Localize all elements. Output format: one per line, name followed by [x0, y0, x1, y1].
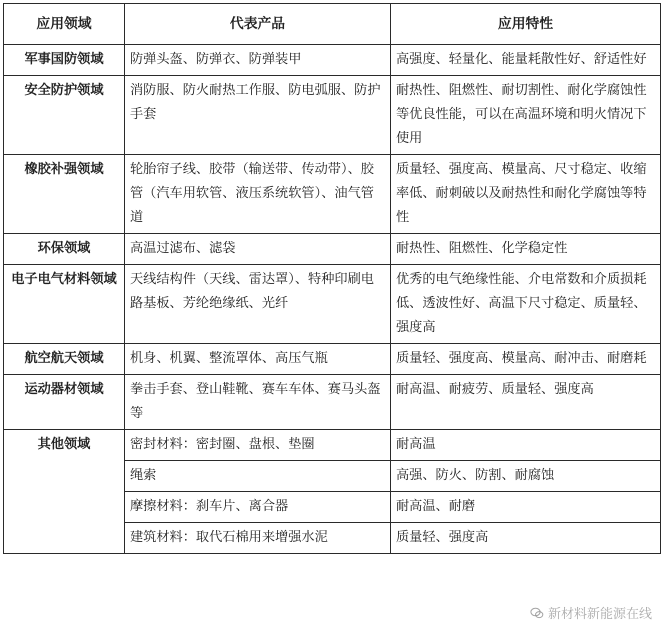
area-cell-other: 其他领域: [4, 430, 125, 554]
header-area: 应用领域: [4, 4, 125, 45]
table-row: [4, 155, 661, 234]
table-row: [4, 375, 661, 430]
area-cell: 电子电气材料领域: [4, 265, 125, 344]
table-row: [4, 234, 661, 265]
feature-cell: 耐高温: [391, 430, 661, 461]
table-row: [4, 45, 661, 76]
feature-cell: 高强度、轻量化、能量耗散性好、舒适性好: [391, 45, 661, 76]
header-feature: 应用特性: [391, 4, 661, 45]
wechat-logo-icon: [530, 606, 544, 620]
product-cell: 防弹头盔、防弹衣、防弹装甲: [125, 45, 391, 76]
product-cell: 消防服、防火耐热工作服、防电弧服、防护手套: [125, 76, 391, 155]
product-cell: 密封材料：密封圈、盘根、垫圈: [125, 430, 391, 461]
area-cell: 航空航天领域: [4, 344, 125, 375]
product-cell: 建筑材料：取代石棉用来增强水泥: [125, 523, 391, 554]
table-row: [4, 430, 661, 461]
area-cell: 运动器材领域: [4, 375, 125, 430]
product-cell: 绳索: [125, 461, 391, 492]
feature-cell: 质量轻、强度高、模量高、耐冲击、耐磨耗: [391, 344, 661, 375]
area-cell: 军事国防领域: [4, 45, 125, 76]
feature-cell: 质量轻、强度高: [391, 523, 661, 554]
feature-cell: 耐高温、耐磨: [391, 492, 661, 523]
area-cell: 环保领域: [4, 234, 125, 265]
table-row: [4, 344, 661, 375]
header-row: [4, 4, 661, 45]
feature-cell: 耐热性、阻燃性、化学稳定性: [391, 234, 661, 265]
feature-cell: 耐高温、耐疲劳、质量轻、强度高: [391, 375, 661, 430]
product-cell: 机身、机翼、整流罩体、高压气瓶: [125, 344, 391, 375]
watermark: [530, 603, 652, 622]
feature-cell: 耐热性、阻燃性、耐切割性、耐化学腐蚀性等优良性能，可以在高温环境和明火情况下使用: [391, 76, 661, 155]
product-cell: 天线结构件（天线、雷达罩）、特种印刷电路基板、芳纶绝缘纸、光纤: [125, 265, 391, 344]
area-cell: 橡胶补强领域: [4, 155, 125, 234]
product-cell: 高温过滤布、滤袋: [125, 234, 391, 265]
application-table: [3, 3, 661, 554]
feature-cell: 高强、防火、防割、耐腐蚀: [391, 461, 661, 492]
watermark-text: 新材料新能源在线: [547, 607, 652, 622]
product-cell: 轮胎帘子线、胶带（输送带、传动带）、胶管（汽车用软管、液压系统软管）、油气管道: [125, 155, 391, 234]
product-cell: 拳击手套、登山鞋靴、赛车车体、赛马头盔等: [125, 375, 391, 430]
table-row: [4, 265, 661, 344]
area-cell: 安全防护领域: [4, 76, 125, 155]
feature-cell: 优秀的电气绝缘性能、介电常数和介质损耗低、透波性好、高温下尺寸稳定、质量轻、强度高: [391, 265, 661, 344]
header-product: 代表产品: [125, 4, 391, 45]
feature-cell: 质量轻、强度高、模量高、尺寸稳定、收缩率低、耐刺破以及耐热性和耐化学腐蚀等特性: [391, 155, 661, 234]
product-cell: 摩擦材料：刹车片、离合器: [125, 492, 391, 523]
table-row: [4, 76, 661, 155]
